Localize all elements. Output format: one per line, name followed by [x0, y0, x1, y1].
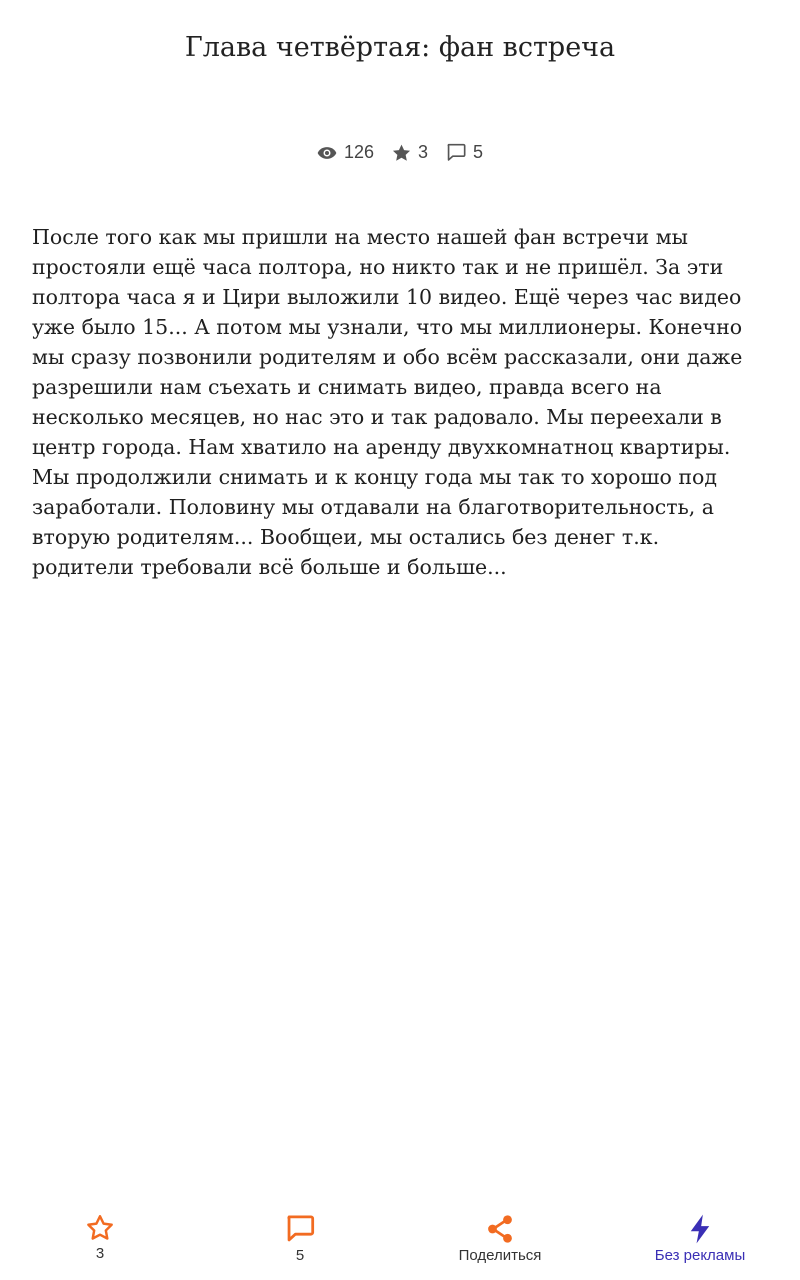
- chapter-stats: [0, 142, 800, 163]
- share-button[interactable]: [400, 1200, 600, 1280]
- vote-count: 3: [95, 1245, 105, 1262]
- views-count: 126: [343, 142, 374, 162]
- eye-icon: [317, 146, 337, 160]
- stars-stat: [392, 142, 428, 163]
- stars-count: 3: [418, 142, 429, 162]
- comments-button[interactable]: [200, 1200, 400, 1280]
- star-icon: [392, 144, 411, 162]
- chapter-title: Глава четвёртая: фан встреча: [184, 32, 616, 63]
- story-text: После того как мы пришли на место нашей фан встречи мы простояли ещё часа полтора, но никто так и не пришёл. За эти полтора часа я и Цири выложили 10 видео. Ещё через час видео уже было 15... А потом мы узнали, что мы миллионеры. Конечно мы сразу позвонили родителям и обо всём рассказали, они даже разрешили нам съехать и снимать видео, правда всего на несколько месяцев, но нас это и так радовало. Мы переехали в центр города. Нам хватило на аренду двухкомнатноц квартиры. Мы продолжили снимать и к концу года мы так то хорошо под заработали. Половину мы отдавали на благотворительность, а вторую родителям... Вообщеи, мы остались без денег т.к. родители требовали всё больше и больше...: [32, 225, 743, 579]
- lightning-icon: [688, 1214, 712, 1247]
- comment-icon: [446, 143, 466, 162]
- comment-count: 5: [295, 1247, 305, 1264]
- share-icon: [485, 1214, 515, 1247]
- no-ads-button[interactable]: [600, 1200, 800, 1280]
- star-outline-icon: [85, 1214, 115, 1245]
- vote-button[interactable]: [0, 1200, 200, 1280]
- comments-count: 5: [473, 142, 484, 162]
- views-stat: [317, 142, 374, 163]
- comment-outline-icon: [285, 1214, 315, 1247]
- share-label: Поделиться: [458, 1247, 542, 1264]
- comments-stat: [446, 142, 483, 163]
- bottom-action-bar: [0, 1200, 800, 1280]
- no-ads-label: Без рекламы: [654, 1247, 746, 1264]
